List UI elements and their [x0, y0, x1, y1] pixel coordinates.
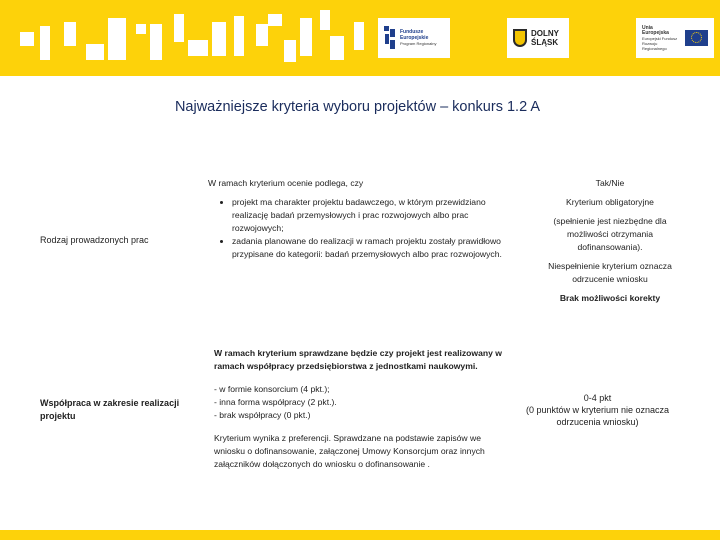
criteria-bullet-list [208, 196, 518, 261]
score-column-2 [515, 392, 680, 428]
decor-block [86, 44, 104, 60]
criteria-note: Kryterium wynika z preferencji. Sprawdzane na podstawie zapisów we wniosku o dofinansowanie, załączonej Umowy Konsorcjum oraz innych załączników dołączonych do wniosku o dofinansowanie . [214, 433, 485, 469]
decor-block [268, 14, 282, 26]
header-banner [0, 0, 720, 76]
decor-block [320, 10, 330, 30]
criteria-intro-2: W ramach kryterium sprawdzane będzie czy projekt jest realizowany w ramach współpracy przedsiębiorstwa z jednostkami naukowymi. [214, 348, 502, 371]
criteria-bullet: • projekt ma charakter projektu badawczego, w którym przewidziano realizację badań przemysłowych i prac rozwojowych albo prac rozwojowych; [232, 196, 518, 235]
fe-logo-line1: Fundusze [400, 29, 424, 35]
ue-logo-line3: Rozwoju Regionalnego [642, 40, 667, 51]
decor-block [284, 40, 296, 62]
page-title: Najważniejsze kryteria wyboru projektów – konkurs 1.2 A [174, 99, 541, 115]
decor-block [354, 22, 364, 50]
criteria-bullet: • zadania planowane do realizacji w ramach projektu zostały prawidłowo przypisane do kategorii: badań przemysłowych albo prac rozwojowych. [232, 235, 518, 261]
footer-bar [0, 530, 720, 540]
criteria-option: - inna forma współpracy (2 pkt.). [214, 397, 337, 407]
decor-block [20, 32, 34, 46]
decor-block [256, 24, 268, 46]
decor-block [136, 24, 146, 34]
decor-block [330, 36, 344, 60]
ds-logo-line2: ŚLĄSK [531, 38, 559, 47]
fe-logo-line2: Europejskie [400, 35, 429, 41]
score-points: 0-4 pkt [583, 393, 612, 403]
ue-logo-line1: Unia Europejska [642, 24, 669, 36]
row-label-rodzaj-prac: Rodzaj prowadzonych prac [40, 235, 149, 245]
criteria-description-1 [208, 177, 518, 261]
score-column-1 [545, 177, 675, 305]
score-type: Kryterium obligatoryjne [566, 197, 654, 207]
score-fail: Niespełnienie kryterium oznacza odrzucenie wniosku [548, 261, 672, 284]
score-note: (spełnienie jest niezbędne dla możliwości otrzymania dofinansowania). [553, 216, 667, 252]
decor-block [212, 22, 226, 56]
ds-logo-line1: DOLNY [531, 29, 559, 38]
score-header: Tak/Nie [595, 178, 625, 188]
fe-logo-line3: Program Regionalny [400, 41, 437, 46]
ue-logo-line2: Europejski Fundusz [642, 35, 678, 41]
decor-block [174, 14, 184, 42]
coat-of-arms-icon [513, 29, 527, 47]
decor-block [108, 18, 126, 60]
score-correction: Brak możliwości korekty [559, 293, 661, 303]
decor-block [300, 18, 312, 56]
criteria-description-2 [214, 347, 514, 471]
row-label-wspolpraca: Współpraca w zakresie realizacji projektu [40, 398, 180, 421]
unia-europejska-logo [636, 18, 714, 58]
decor-block [64, 22, 76, 46]
criteria-option: - brak współpracy (0 pkt.) [214, 410, 311, 420]
fe-flag-icon [384, 26, 396, 50]
decor-block [188, 40, 208, 56]
criteria-intro-1: W ramach kryterium ocenie podlega, czy [208, 178, 364, 188]
dolny-slask-logo [507, 18, 569, 58]
decor-block [150, 24, 162, 60]
criteria-option: - w formie konsorcium (4 pkt.); [214, 384, 330, 394]
fundusze-europejskie-logo [378, 18, 450, 58]
score-remark: (0 punktów w kryterium nie oznacza odrzucenia wniosku) [525, 405, 670, 427]
eu-flag-icon [685, 30, 708, 46]
decor-block [234, 16, 244, 56]
decor-block [40, 26, 50, 60]
